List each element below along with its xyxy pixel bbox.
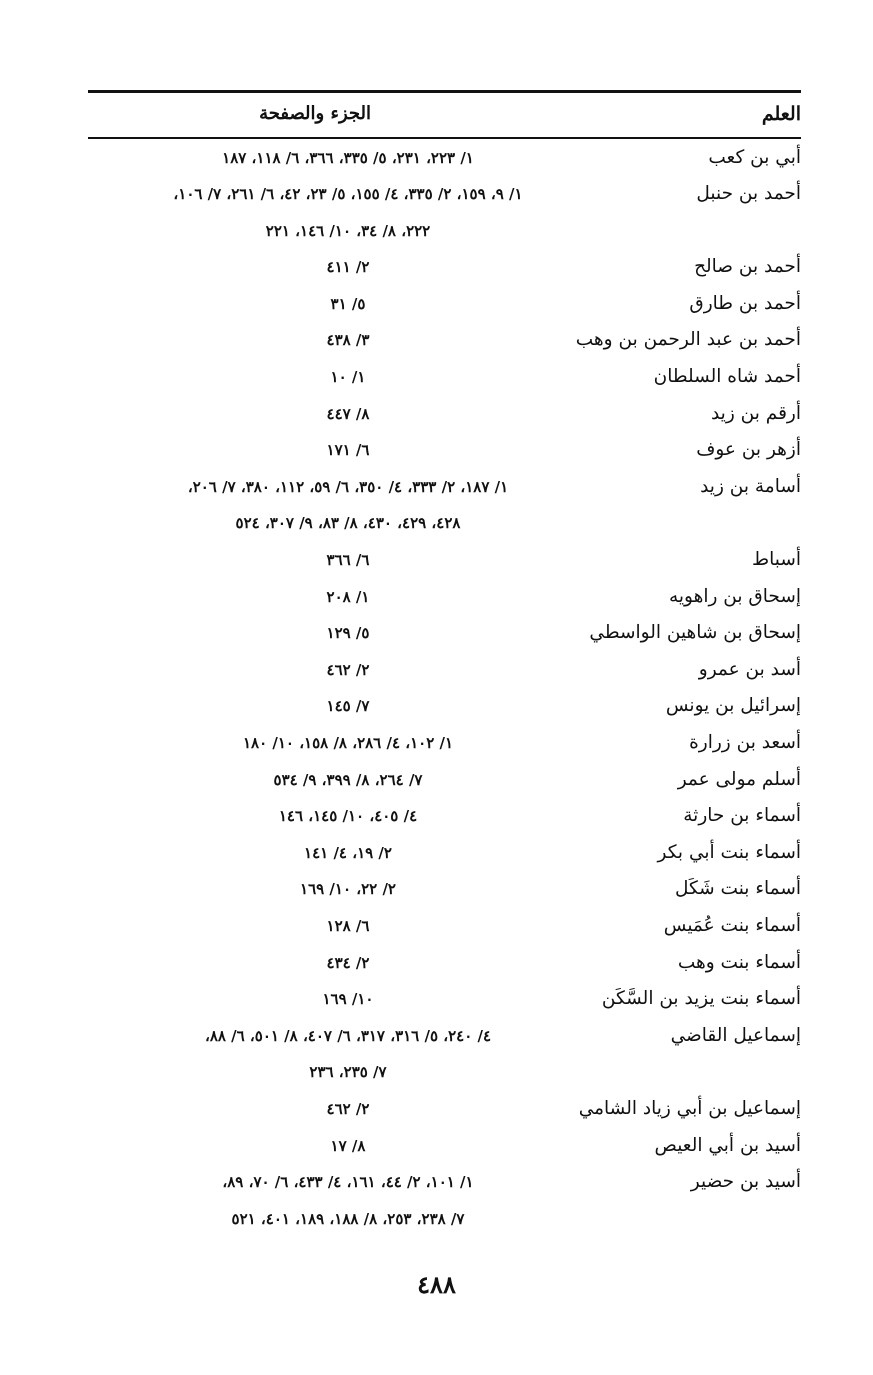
index-row xyxy=(88,728,801,765)
entry-name: أحمد بن طارق xyxy=(689,292,801,314)
index-row xyxy=(88,143,801,180)
entry-references: ٥/ ١٢٩ xyxy=(326,624,370,643)
entry-name: أزهر بن عوف xyxy=(696,439,801,461)
index-row xyxy=(88,1167,801,1204)
index-row xyxy=(88,801,801,838)
entry-name: أسعد بن زرارة xyxy=(689,732,801,753)
entry-name: أسيد بن أبي العيص xyxy=(654,1134,801,1156)
entry-references: ٢/ ٤١١ xyxy=(326,258,370,277)
entry-references: ٢/ ٤٦٢ xyxy=(326,660,370,679)
entry-references: ٤٢٨، ٤٢٩، ٤٣٠، ٨/ ٨٣، ٩/ ٣٠٧، ٥٢٤ xyxy=(235,514,461,533)
index-row xyxy=(88,984,801,1021)
entry-name: إسماعيل القاضي xyxy=(670,1024,801,1046)
index-row xyxy=(88,325,801,362)
entry-references: ١/ ١٨٧، ٢/ ٣٣٣، ٤/ ٣٥٠، ٦/ ٥٩، ١١٢، ٣٨٠، ٧/ ٢٠٦، xyxy=(187,477,509,496)
index-entries xyxy=(88,143,801,1241)
entry-references: ٧/ ٢٣٥، ٢٣٦ xyxy=(309,1063,387,1082)
entry-references: ٧/ ١٤٥ xyxy=(326,697,370,716)
entry-references: ٦/ ١٢٨ xyxy=(326,916,370,935)
entry-name: أسماء بنت يزيد بن السَّكَن xyxy=(601,988,801,1010)
index-row xyxy=(88,1021,801,1058)
entry-name: أسد بن عمرو xyxy=(698,658,801,680)
index-row xyxy=(88,582,801,619)
index-row xyxy=(88,216,801,253)
index-row xyxy=(88,1094,801,1131)
table-header xyxy=(88,93,801,137)
entry-name: أسباط xyxy=(752,549,801,571)
index-row xyxy=(88,691,801,728)
index-row xyxy=(88,545,801,582)
index-row xyxy=(88,911,801,948)
index-row xyxy=(88,874,801,911)
page-number: ٤٨٨ xyxy=(417,1270,456,1299)
entry-name: أسماء بنت شَكَل xyxy=(674,878,801,900)
entry-references: ٢/ ٢٢، ١٠/ ١٦٩ xyxy=(300,880,396,899)
index-row xyxy=(88,435,801,472)
entry-references: ١/ ٢٢٣، ٢٣١، ٥/ ٣٣٥، ٣٦٦، ٦/ ١١٨، ١٨٧ xyxy=(222,148,474,167)
index-row xyxy=(88,838,801,875)
entry-name: أبي بن كعب xyxy=(708,146,801,168)
entry-references: ٦/ ٣٦٦ xyxy=(326,551,370,570)
index-row xyxy=(88,1057,801,1094)
entry-references: ٧/ ٢٦٤، ٨/ ٣٩٩، ٩/ ٥٣٤ xyxy=(273,770,423,789)
entry-name: أسماء بنت عُمَيس xyxy=(663,914,801,936)
entry-name: أحمد بن صالح xyxy=(694,256,801,278)
index-row xyxy=(88,179,801,216)
entry-references: ٣/ ٤٣٨ xyxy=(326,331,370,350)
entry-name: أسامة بن زيد xyxy=(700,475,801,497)
entry-name: إسحاق بن راهويه xyxy=(668,585,801,607)
header-name-column: العلم xyxy=(761,103,801,125)
entry-references: ١/ ١٠١، ٢/ ٤٤، ١٦١، ٤/ ٤٣٣، ٦/ ٧٠، ٨٩، xyxy=(222,1173,474,1192)
entry-name: إسحاق بن شاهين الواسطي xyxy=(589,622,801,644)
header-reference-column: الجزء والصفحة xyxy=(259,103,371,124)
entry-references: ٦/ ١٧١ xyxy=(326,441,370,460)
entry-references: ٢/ ٤٣٤ xyxy=(326,953,370,972)
index-page xyxy=(88,90,801,1240)
entry-name: أسلم مولى عمر xyxy=(677,768,801,790)
index-row xyxy=(88,1204,801,1241)
index-row xyxy=(88,948,801,985)
index-row xyxy=(88,618,801,655)
index-row xyxy=(88,289,801,326)
entry-references: ٢/ ١٩، ٤/ ١٤١ xyxy=(304,843,392,862)
index-row xyxy=(88,508,801,545)
entry-name: إسرائيل بن يونس xyxy=(665,695,801,717)
entry-references: ٨/ ٤٤٧ xyxy=(326,404,370,423)
index-row xyxy=(88,655,801,692)
entry-name: أحمد بن عبد الرحمن بن وهب xyxy=(575,329,801,351)
entry-name: أسماء بن حارثة xyxy=(683,805,801,827)
entry-name: أسماء بنت وهب xyxy=(677,951,801,973)
index-row xyxy=(88,472,801,509)
entry-references: ٢٢٢، ٨/ ٣٤، ١٠/ ١٤٦، ٢٢١ xyxy=(265,221,431,240)
index-row xyxy=(88,252,801,289)
entry-name: إسماعيل بن أبي زياد الشامي xyxy=(578,1097,801,1119)
index-row xyxy=(88,399,801,436)
entry-references: ٨/ ١٧ xyxy=(330,1136,366,1155)
entry-references: ٤/ ٤٠٥، ١٠/ ١٤٥، ١٤٦ xyxy=(278,807,418,826)
entry-name: أحمد شاه السلطان xyxy=(653,366,801,388)
entry-references: ٢/ ٤٦٢ xyxy=(326,1099,370,1118)
entry-references: ١٠/ ١٦٩ xyxy=(322,990,374,1009)
entry-references: ١/ ٩، ١٥٩، ٢/ ٣٣٥، ٤/ ١٥٥، ٥/ ٢٣، ٤٢، ٦/ ٢٦١، ٧/ ١٠٦، xyxy=(173,185,523,204)
entry-name: أحمد بن حنبل xyxy=(696,183,801,205)
index-row xyxy=(88,765,801,802)
entry-name: أسيد بن حضير xyxy=(690,1171,801,1193)
entry-name: أسماء بنت أبي بكر xyxy=(657,841,801,863)
index-row xyxy=(88,1131,801,1168)
entry-name: أرقم بن زيد xyxy=(710,402,801,424)
entry-references: ١/ ٢٠٨ xyxy=(326,587,370,606)
entry-references: ١/ ١٠٢، ٤/ ٢٨٦، ٨/ ١٥٨، ١٠/ ١٨٠ xyxy=(242,734,454,752)
entry-references: ٤/ ٢٤٠، ٥/ ٣١٦، ٣١٧، ٦/ ٤٠٧، ٨/ ٥٠١، ٦/ ٨٨، xyxy=(204,1026,492,1045)
index-row xyxy=(88,362,801,399)
entry-references: ٥/ ٣١ xyxy=(330,294,366,313)
header-rule xyxy=(88,137,801,139)
entry-references: ١/ ١٠ xyxy=(330,368,366,387)
entry-references: ٧/ ٢٣٨، ٢٥٣، ٨/ ١٨٨، ١٨٩، ٤٠١، ٥٢١ xyxy=(231,1209,465,1228)
